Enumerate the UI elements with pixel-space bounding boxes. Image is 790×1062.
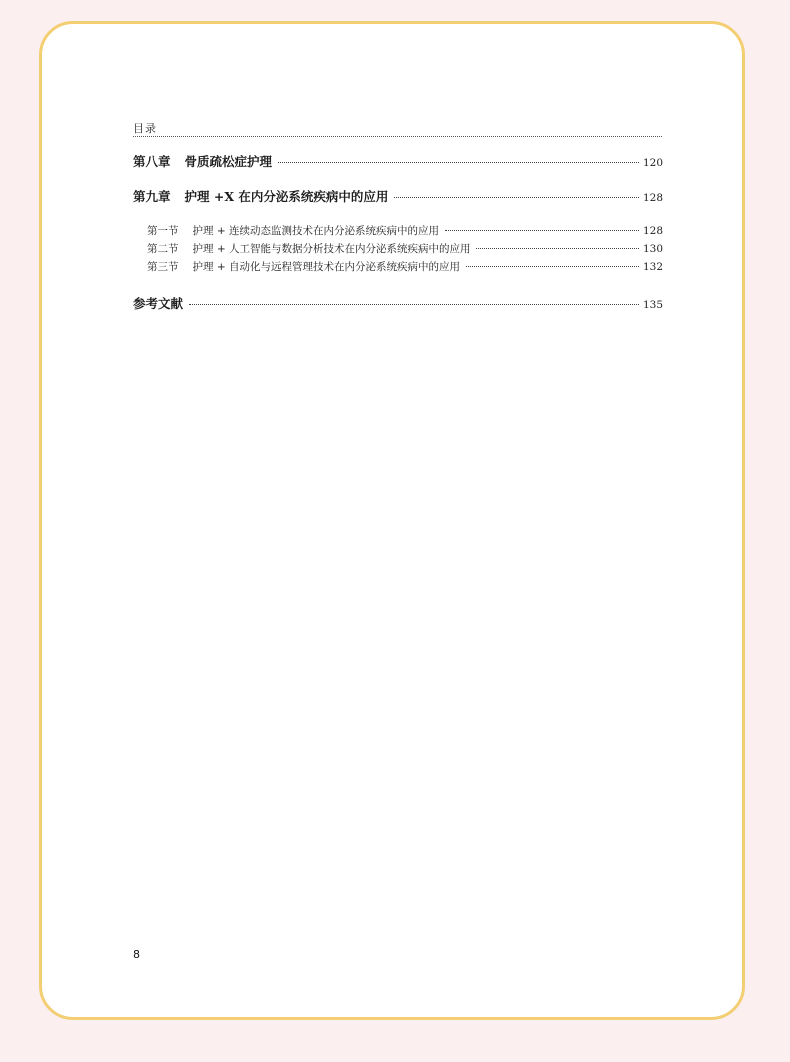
chapter-title: 骨质疏松症护理 [184,154,273,169]
toc-page-number: 128 [642,192,663,204]
references-title: 参考文献 [133,296,184,311]
page-number: 8 [133,948,140,961]
chapter-number: 第八章 [133,154,171,169]
dot-leader [394,197,639,198]
dot-leader [466,266,639,267]
section-title: 护理 + 自动化与远程管理技术在内分泌系统疾病中的应用 [192,261,460,273]
section-title: 护理 + 连续动态监测技术在内分泌系统疾病中的应用 [192,225,439,237]
toc-entry-chapter-9[interactable] [133,187,663,205]
toc-page-number: 128 [642,225,663,237]
chapter-number: 第九章 [133,189,171,204]
dot-leader [189,304,639,305]
section-title: 护理 + 人工智能与数据分析技术在内分泌系统疾病中的应用 [192,243,471,255]
toc-entry-references[interactable] [133,294,663,312]
section-number: 第二节 [147,243,179,255]
document-page [39,21,745,1020]
toc-entry-label [133,187,388,205]
dot-leader [278,162,639,163]
toc-entry-section-1[interactable] [147,223,663,238]
toc-entry-label [133,152,272,170]
toc-entry-section-3[interactable] [147,259,663,274]
section-number: 第一节 [147,225,179,237]
toc-page-number: 132 [642,261,663,273]
header-divider [133,136,662,137]
toc-entry-label [147,259,460,274]
toc-page-number: 135 [642,299,663,311]
dot-leader [445,230,639,231]
dot-leader [476,248,638,249]
toc-entry-chapter-8[interactable] [133,152,663,170]
toc-entry-label [147,223,439,238]
toc-page-number: 120 [642,157,663,169]
chapter-title: 护理 +X 在内分泌系统疾病中的应用 [184,189,389,204]
toc-page-number: 130 [642,243,663,255]
running-header: 目录 [133,122,157,135]
section-number: 第三节 [147,261,179,273]
toc-entry-section-2[interactable] [147,241,663,256]
toc-entry-label [147,241,470,256]
